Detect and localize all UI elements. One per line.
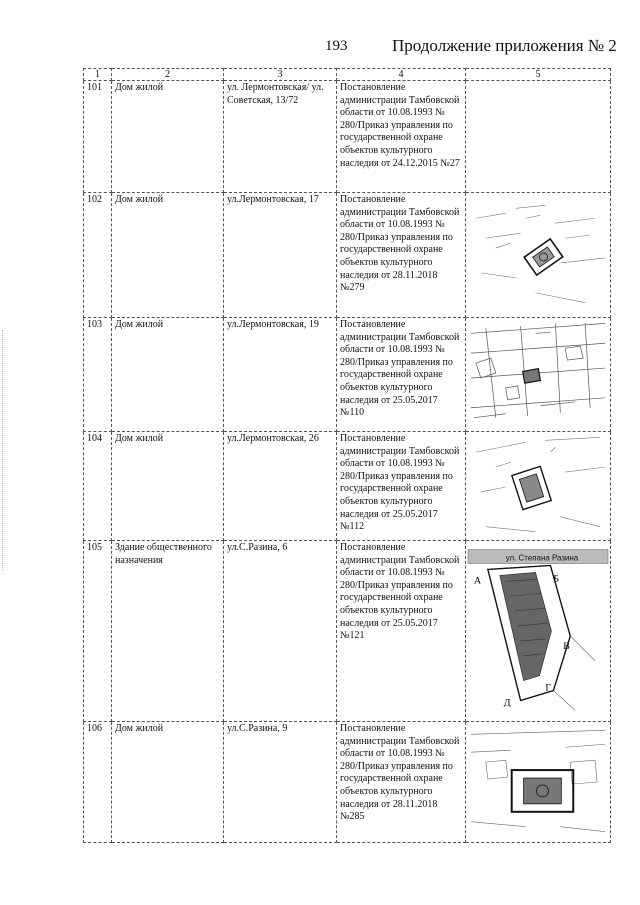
row-number: 102: [84, 193, 112, 318]
page-number: 193: [325, 38, 348, 54]
column-number: 3: [224, 69, 337, 81]
site-plan-map-icon: [466, 193, 610, 317]
table-row: [84, 81, 611, 193]
site-plan-map-icon: [466, 432, 610, 540]
plan-cell: [466, 193, 611, 318]
plan-cell-empty: [466, 81, 611, 193]
site-plan-map-icon: [466, 318, 610, 431]
plan-point-label: Г: [545, 682, 552, 694]
column-number-row: [84, 69, 611, 81]
object-name: Дом жилой: [112, 722, 224, 843]
object-name: Дом жилой: [112, 81, 224, 193]
legal-document: Постановление администрации Тамбовской области от 10.08.1993 № 280/Приказ управления по государственной охране объектов культурного наследия от 28.11.2018 №279: [337, 193, 466, 318]
object-address: ул.С.Разина, 9: [224, 722, 337, 843]
object-address: ул.С.Разина, 6: [224, 541, 337, 722]
plan-cell: [466, 432, 611, 541]
appendix-title: Продолжение приложения № 2: [392, 36, 617, 55]
plan-point-label: А: [473, 575, 482, 587]
plan-point-label: Д: [503, 697, 511, 709]
table-row: [84, 193, 611, 318]
object-address: ул.Лермонтовская, 17: [224, 193, 337, 318]
plan-street-label: ул. Степана Разина: [505, 553, 579, 563]
object-address: ул. Лермонтовская/ ул. Советская, 13/72: [224, 81, 337, 193]
legal-document: Постановление администрации Тамбовской области от 10.08.1993 № 280/Приказ управления по государственной охране объектов культурного наследия от 28.11.2018 №285: [337, 722, 466, 843]
legal-document: Постановление администрации Тамбовской области от 10.08.1993 № 280/Приказ управления по государственной охране объектов культурного наследия от 25.05.2017 №121: [337, 541, 466, 722]
legal-document: Постановление администрации Тамбовской области от 10.08.1993 № 280/Приказ управления по государственной охране объектов культурного наследия от 25.05.2017 №110: [337, 318, 466, 432]
table-row: [84, 318, 611, 432]
plan-point-label: Б: [553, 573, 560, 585]
plan-cell: [466, 318, 611, 432]
site-plan-map-icon: [466, 541, 610, 721]
row-number: 103: [84, 318, 112, 432]
object-name: Дом жилой: [112, 193, 224, 318]
table-row: [84, 432, 611, 541]
column-number: 4: [337, 69, 466, 81]
heritage-register-table: [83, 68, 611, 843]
binding-edge: [2, 330, 5, 570]
column-number: 5: [466, 69, 611, 81]
table-row: [84, 541, 611, 722]
object-name: Здание общественного назначения: [112, 541, 224, 722]
object-name: Дом жилой: [112, 318, 224, 432]
row-number: 106: [84, 722, 112, 843]
plan-point-label: В: [563, 640, 570, 652]
row-number: 104: [84, 432, 112, 541]
column-number: 2: [112, 69, 224, 81]
row-number: 105: [84, 541, 112, 722]
object-name: Дом жилой: [112, 432, 224, 541]
table-row: [84, 722, 611, 843]
site-plan-map-icon: [466, 722, 610, 842]
legal-document: Постановление администрации Тамбовской области от 10.08.1993 № 280/Приказ управления по государственной охране объектов культурного наследия от 25.05.2017 №112: [337, 432, 466, 541]
plan-cell: [466, 722, 611, 843]
row-number: 101: [84, 81, 112, 193]
object-address: ул.Лермонтовская, 26: [224, 432, 337, 541]
column-number: 1: [84, 69, 112, 81]
object-address: ул.Лермонтовская, 19: [224, 318, 337, 432]
plan-cell: [466, 541, 611, 722]
legal-document: Постановление администрации Тамбовской области от 10.08.1993 № 280/Приказ управления по государственной охране объектов культурного наследия от 24.12.2015 №27: [337, 81, 466, 193]
